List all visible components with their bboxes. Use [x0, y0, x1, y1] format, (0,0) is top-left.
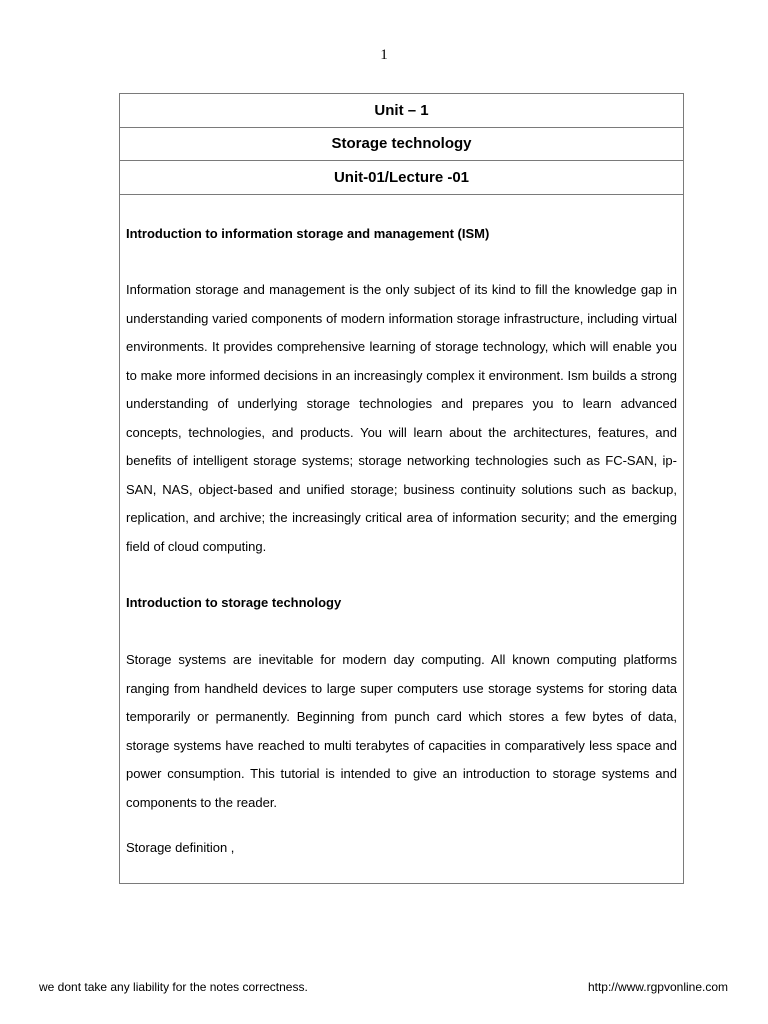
document-frame [119, 93, 684, 884]
lecture-title: Unit-01/Lecture -01 [120, 161, 683, 195]
storage-technology-paragraph: Storage systems are inevitable for modern day computing. All known computing platforms ranging from handheld devices to large super computers use storage systems for storing data temporarily or permanently. Beginning from punch card which stores a few bytes of data, storage systems have reached to multi terabytes of capacities in comparatively less space and power consumption. This tutorial is intended to give an introduction to storage systems and components to the reader. [126, 652, 677, 810]
subject-title: Storage technology [120, 128, 683, 162]
unit-title: Unit – 1 [120, 94, 683, 128]
ism-paragraph: Information storage and management is the only subject of its kind to fill the knowledge gap in understanding varied components of modern information storage infrastructure, including virtual environments. It provides comprehensive learning of storage technology, which will enable you to make more informed decisions in an increasingly complex it environment. Ism builds a strong understanding of underlying storage technologies and prepares you to learn advanced concepts, technologies, and products. You will learn about the architectures, features, and benefits of intelligent storage systems; storage networking technologies such as FC-SAN, ip-SAN, NAS, object-based and unified storage; business continuity solutions such as backup, replication, and archive; the increasingly critical area of information security; and the emerging field of cloud computing. [126, 282, 677, 554]
footer-url: http://www.rgpvonline.com [587, 980, 728, 994]
page-number: 1 [380, 47, 388, 63]
ism-heading: Introduction to information storage and management (ISM) [126, 226, 490, 241]
storage-technology-heading: Introduction to storage technology [126, 595, 342, 610]
footer-disclaimer: we dont take any liability for the notes correctness. [39, 980, 308, 994]
storage-definition-line: Storage definition , [126, 840, 235, 855]
